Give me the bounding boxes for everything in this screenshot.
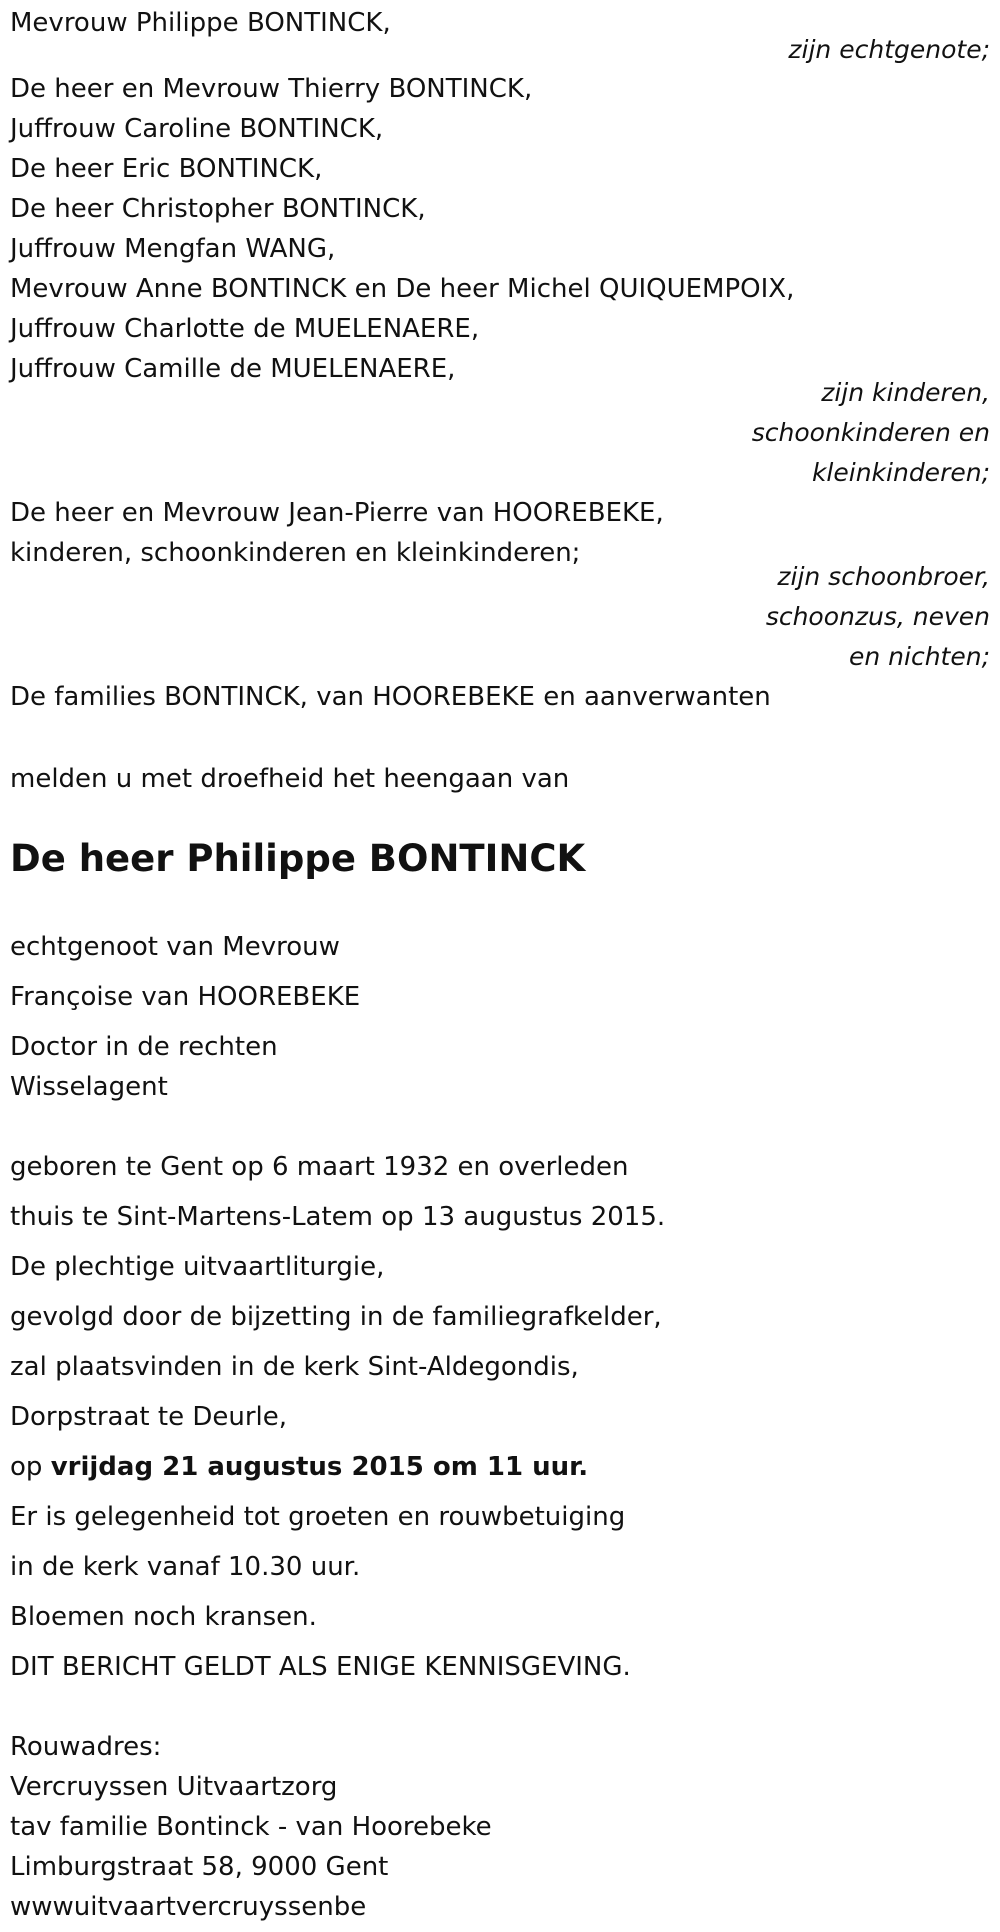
ceremony-line: gevolgd door de bijzetting in de familiegrafkelder,	[10, 1302, 662, 1332]
notice-line: DIT BERICHT GELDT ALS ENIGE KENNISGEVING.	[10, 1652, 631, 1682]
inlaw-line: kinderen, schoonkinderen en kleinkinderen;	[10, 538, 581, 568]
inlaw-line: De heer en Mevrouw Jean-Pierre van HOOREBEKE,	[10, 498, 664, 528]
ceremony-line: zal plaatsvinden in de kerk Sint-Aldegondis,	[10, 1352, 579, 1382]
ceremony-line: Er is gelegenheid tot groeten en rouwbetuiging	[10, 1502, 626, 1532]
ceremony-line: thuis te Sint-Martens-Latem op 13 augustus 2015.	[10, 1202, 666, 1232]
ceremony-line: De plechtige uitvaartliturgie,	[10, 1252, 385, 1282]
deceased-detail: Wisselagent	[10, 1072, 168, 1102]
spouse-role: zijn echtgenote;	[788, 35, 990, 64]
ceremony-line: in de kerk vanaf 10.30 uur.	[10, 1552, 361, 1582]
deceased-name: De heer Philippe BONTINCK	[10, 837, 586, 880]
inlaws-role: schoonzus, neven	[765, 602, 990, 631]
announcement-line: melden u met droefheid het heengaan van	[10, 764, 570, 794]
deceased-detail: Doctor in de rechten	[10, 1032, 278, 1062]
address-heading: Rouwadres:	[10, 1732, 162, 1762]
address-line: Limburgstraat 58, 9000 Gent	[10, 1852, 389, 1882]
children-role: schoonkinderen en	[751, 418, 990, 447]
child-line: De heer en Mevrouw Thierry BONTINCK,	[10, 74, 533, 104]
child-line: De heer Christopher BONTINCK,	[10, 194, 426, 224]
child-line: Juffrouw Camille de MUELENAERE,	[10, 354, 456, 384]
child-line: Juffrouw Caroline BONTINCK,	[10, 114, 384, 144]
spouse-name: Mevrouw Philippe BONTINCK,	[10, 8, 391, 38]
ceremony-date: vrijdag 21 augustus 2015 om 11 uur.	[50, 1452, 589, 1482]
child-line: Juffrouw Charlotte de MUELENAERE,	[10, 314, 480, 344]
address-line: Vercruyssen Uitvaartzorg	[10, 1772, 338, 1802]
ceremony-date-prefix: op	[10, 1452, 43, 1482]
child-line: Juffrouw Mengfan WANG,	[10, 234, 336, 264]
inlaws-role: en nichten;	[848, 642, 990, 671]
deceased-detail: echtgenoot van Mevrouw	[10, 932, 340, 962]
ceremony-date-line	[10, 1450, 588, 1484]
children-role: kleinkinderen;	[811, 458, 990, 487]
children-role: zijn kinderen,	[821, 378, 990, 407]
child-line: De heer Eric BONTINCK,	[10, 154, 323, 184]
child-line: Mevrouw Anne BONTINCK en De heer Michel QUIQUEMPOIX,	[10, 274, 795, 304]
ceremony-line: Bloemen noch kransen.	[10, 1602, 317, 1632]
address-website: wwwuitvaartvercruyssenbe	[10, 1892, 367, 1922]
deceased-detail: Françoise van HOOREBEKE	[10, 982, 361, 1012]
families-line: De families BONTINCK, van HOOREBEKE en aanverwanten	[10, 682, 771, 712]
inlaws-role: zijn schoonbroer,	[777, 562, 990, 591]
ceremony-line: Dorpstraat te Deurle,	[10, 1402, 287, 1432]
ceremony-line: geboren te Gent op 6 maart 1932 en overleden	[10, 1152, 629, 1182]
address-line: tav familie Bontinck - van Hoorebeke	[10, 1812, 492, 1842]
